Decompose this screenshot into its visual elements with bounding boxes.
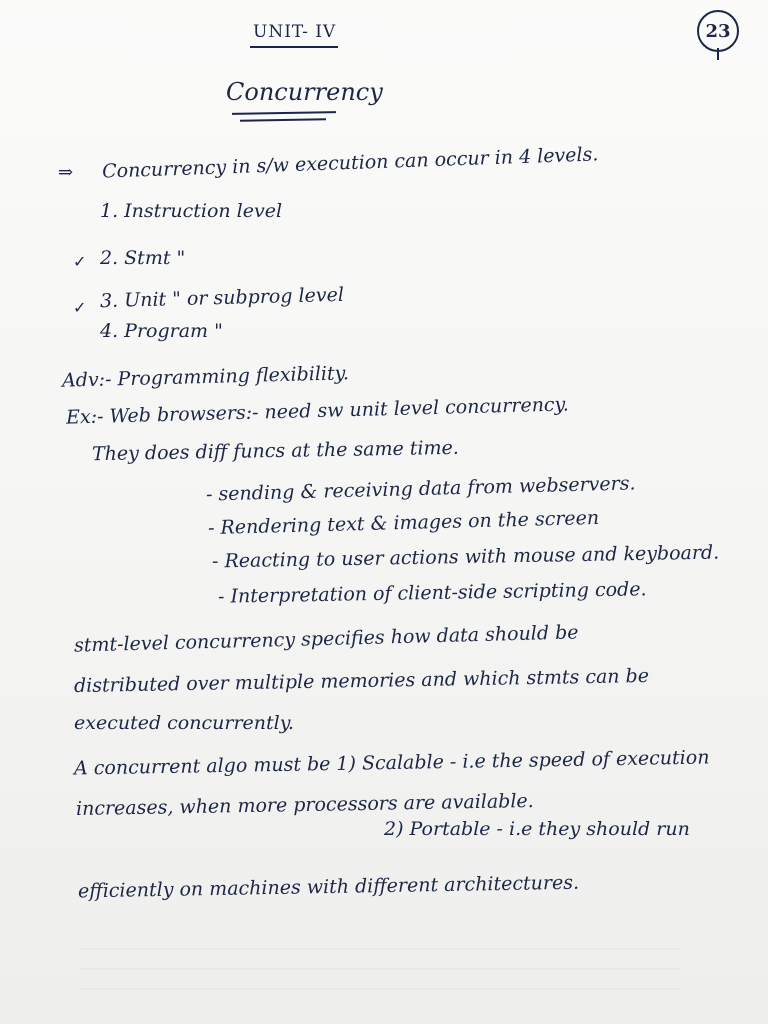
- statement-level-line: stmt-level concurrency specifies how data should be: [73, 621, 579, 657]
- page-number-circle: [697, 10, 739, 52]
- title-underline-1: [232, 111, 336, 115]
- check-icon: ✓: [73, 252, 87, 271]
- check-icon: ✓: [73, 298, 87, 317]
- example-bullet: - Interpretation of client-side scripting code.: [217, 578, 647, 608]
- unit-heading: UNIT- IV: [253, 22, 337, 42]
- statement-level-line: executed concurrently.: [74, 712, 294, 734]
- statement-level-line: distributed over multiple memories and which stmts can be: [73, 664, 650, 698]
- page-number-tail: [717, 48, 719, 60]
- page-number: 23: [705, 20, 731, 42]
- algorithm-line: increases, when more processors are available.: [75, 790, 534, 820]
- example-bullet: - sending & receiving data from webservers.: [205, 472, 636, 506]
- example-bullet: - Reacting to user actions with mouse and keyboard.: [211, 541, 720, 573]
- bleed-through-lines: [80, 930, 680, 990]
- algorithm-line: efficiently on machines with different architectures.: [77, 871, 580, 903]
- advantage-line: Adv:- Programming flexibility.: [61, 362, 350, 392]
- intro-line: Concurrency in s/w execution can occur in 4 levels.: [101, 143, 599, 183]
- page-title: Concurrency: [226, 78, 383, 106]
- example-line: Ex:- Web browsers:- need sw unit level concurrency.: [65, 393, 570, 429]
- unit-underline: [250, 46, 338, 48]
- level-4: 4. Program ": [100, 320, 223, 342]
- algorithm-line: A concurrent algo must be 1) Scalable - i.e the speed of execution: [73, 746, 710, 780]
- level-2: 2. Stmt ": [100, 247, 186, 269]
- arrow-icon: ⇒: [58, 162, 74, 183]
- algorithm-line: 2) Portable - i.e they should run: [384, 818, 690, 840]
- example-detail: They does diff funcs at the same time.: [91, 436, 459, 466]
- level-1: 1. Instruction level: [100, 200, 283, 222]
- level-3: 3. Unit " or subprog level: [99, 283, 345, 313]
- title-underline-2: [240, 118, 326, 122]
- example-bullet: - Rendering text & images on the screen: [207, 506, 600, 540]
